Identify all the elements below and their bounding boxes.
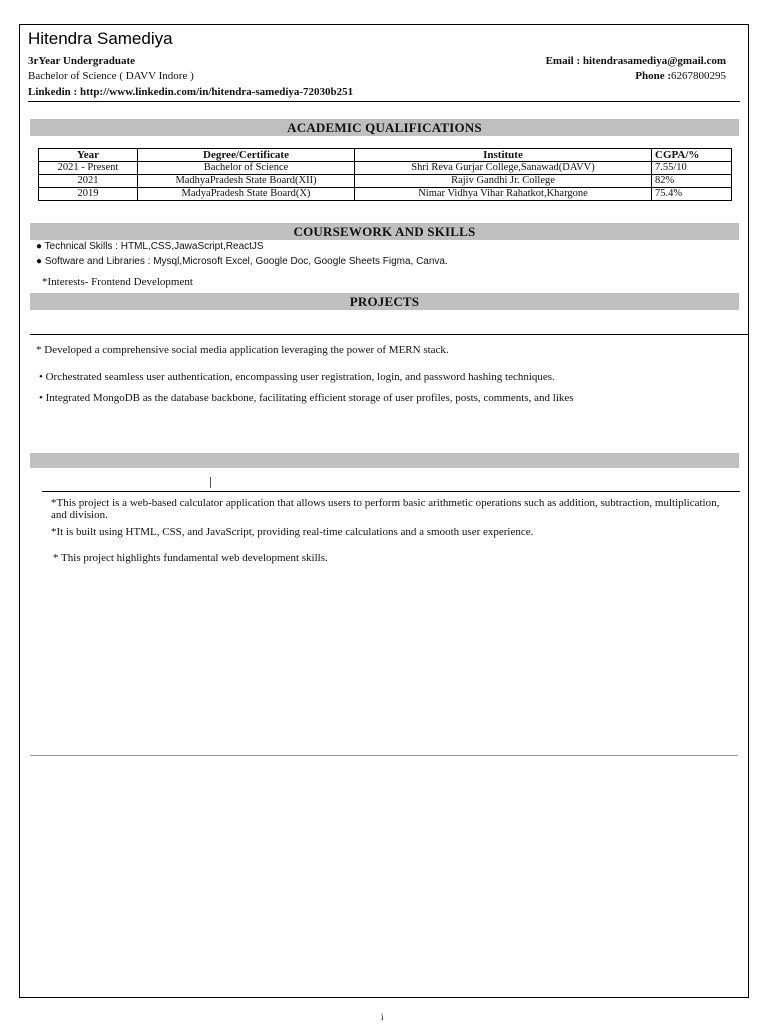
- header-divider: [28, 101, 740, 102]
- bottom-divider: [30, 755, 738, 756]
- page-mark: i: [381, 1012, 384, 1022]
- degree-line: Bachelor of Science ( DAVV Indore ): [28, 70, 194, 82]
- projects-divider: [30, 334, 748, 335]
- linkedin-link[interactable]: Linkedin : http://www.linkedin.com/in/hitendra-samediya-72030b251: [28, 86, 354, 98]
- col-cgpa: CGPA/%: [652, 149, 732, 162]
- project2-line: *It is built using HTML, CSS, and JavaScript, providing real-time calculations and a smooth user experience.: [51, 526, 534, 538]
- cell-cgpa: 75.4%: [652, 188, 732, 201]
- table-row: [39, 188, 732, 201]
- project2-divider: [42, 491, 740, 492]
- phone-number: 6267800295: [671, 70, 726, 82]
- phone-label: Phone :: [635, 70, 671, 82]
- cell-institute: Rajiv Gandhi Jr. College: [355, 175, 652, 188]
- academic-table: [38, 148, 732, 201]
- technical-skills: ● Technical Skills : HTML,CSS,JawaScript,ReactJS: [36, 241, 264, 252]
- table-row: [39, 175, 732, 188]
- cell-degree: MadyaPradesh State Board(X): [138, 188, 355, 201]
- project2-line: * This project highlights fundamental web development skills.: [53, 552, 328, 564]
- project2-line: *This project is a web-based calculator application that allows users to perform basic arithmetic operations such as addition, subtraction, multiplication, and division.: [51, 497, 720, 521]
- student-status: 3rYear Undergraduate: [28, 55, 136, 67]
- cursor-mark: [210, 477, 211, 488]
- cell-cgpa: 7.55/10: [652, 162, 732, 175]
- cell-year: 2021: [39, 175, 138, 188]
- cell-year: 2019: [39, 188, 138, 201]
- candidate-name: Hitendra Samediya: [28, 29, 173, 48]
- cell-institute: Shri Reva Gurjar College,Sanawad(DAVV): [355, 162, 652, 175]
- cell-year: 2021 - Present: [39, 162, 138, 175]
- cell-degree: MadhyaPradesh State Board(XII): [138, 175, 355, 188]
- phone-line: [635, 70, 726, 82]
- col-degree: Degree/Certificate: [138, 149, 355, 162]
- cell-cgpa: 82%: [652, 175, 732, 188]
- academic-heading: ACADEMIC QUALIFICATIONS: [30, 119, 739, 136]
- project1-line: • Orchestrated seamless user authentication, encompassing user registration, login, and password hashing techniques.: [39, 371, 555, 383]
- email-link[interactable]: Email : hitendrasamediya@gmail.com: [545, 55, 726, 67]
- table-header-row: [39, 149, 732, 162]
- interests-line: *Interests- Frontend Development: [42, 276, 193, 288]
- cell-degree: Bachelor of Science: [138, 162, 355, 175]
- project2-band: [30, 453, 739, 468]
- resume-page: [19, 24, 749, 998]
- projects-heading: PROJECTS: [30, 293, 739, 310]
- cell-institute: Nimar Vidhya Vihar Rahatkot,Khargone: [355, 188, 652, 201]
- software-skills: ● Software and Libraries : Mysql,Microsoft Excel, Google Doc, Google Sheets Figma, Canva.: [36, 256, 448, 267]
- col-year: Year: [39, 149, 138, 162]
- col-institute: Institute: [355, 149, 652, 162]
- project1-line: * Developed a comprehensive social media application leveraging the power of MERN stack.: [36, 344, 449, 356]
- skills-heading: COURSEWORK AND SKILLS: [30, 223, 739, 240]
- table-row: [39, 162, 732, 175]
- project1-line: • Integrated MongoDB as the database backbone, facilitating efficient storage of user profiles, posts, comments, and likes: [39, 392, 574, 404]
